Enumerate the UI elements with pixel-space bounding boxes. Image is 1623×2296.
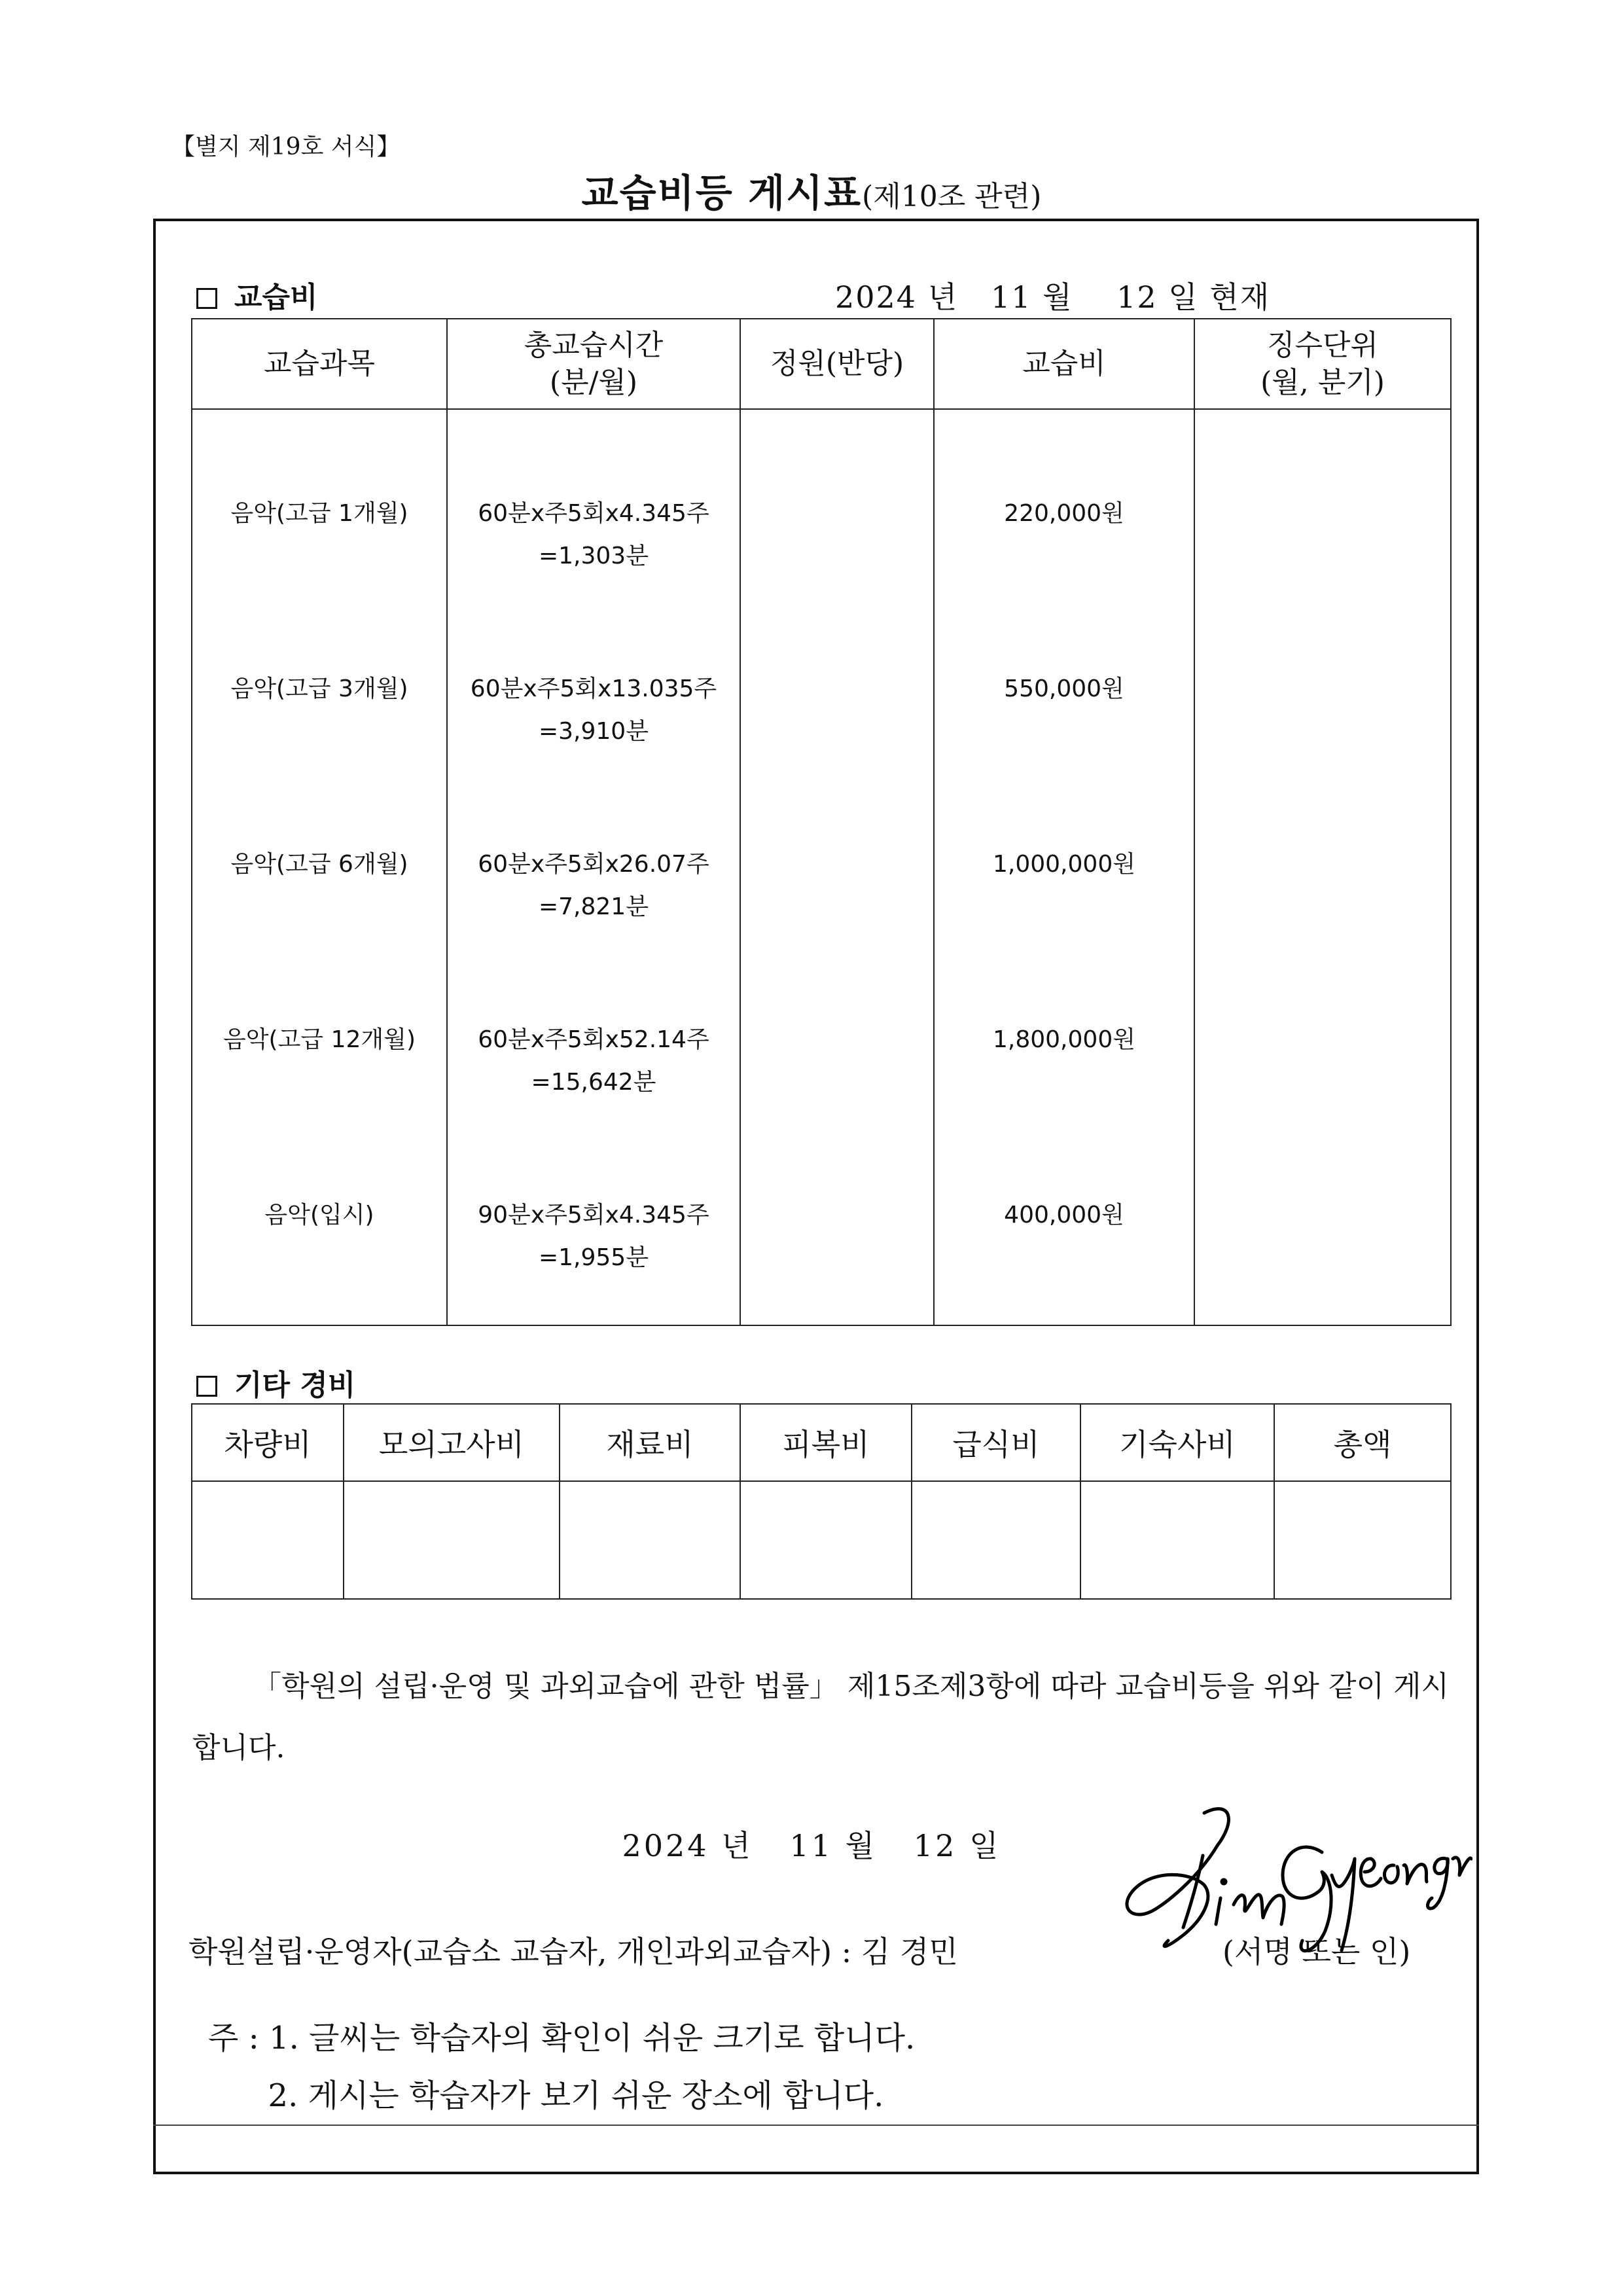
header-unit-line2: (월, 분기) — [1260, 366, 1385, 399]
unit-cell — [1195, 623, 1450, 798]
fee-cell — [935, 798, 1194, 974]
other-expenses-table — [191, 1403, 1452, 1600]
as-of-date: 2024 년 11 월 12 일 현재 — [835, 279, 1271, 315]
bottom-divider — [153, 2125, 1479, 2126]
hours-formula: 60분x주5회x26.07주 — [478, 851, 709, 878]
other-values-row — [192, 1481, 1451, 1599]
hours-cell — [448, 1149, 740, 1325]
header-unit — [1194, 319, 1451, 409]
legal-statement-text: 「학원의 설립·운영 및 과외교습에 관한 법률」 제15조제3항에 따라 교습비등을 위와 같이 게시합니다. — [192, 1670, 1449, 1765]
tuition-section-label: 교습비 — [234, 281, 318, 314]
fee-cell — [935, 1149, 1194, 1325]
subject-cell — [192, 623, 446, 798]
signature-or-seal-label: (서명 또는 인) — [1222, 1934, 1411, 1969]
header-hours-line1: 총교습시간 — [524, 328, 664, 362]
hours-cell — [448, 798, 740, 974]
capacity-column — [740, 409, 934, 1325]
tuition-header-row — [192, 319, 1451, 409]
subject-cell — [192, 974, 446, 1149]
fee-cell — [935, 974, 1194, 1149]
fee-cell — [935, 448, 1194, 623]
subject-text: 음악(고급 6개월) — [230, 851, 408, 878]
vehicle-value — [192, 1481, 344, 1599]
notes-block — [208, 2009, 915, 2125]
subject-column — [192, 409, 447, 1325]
header-mock-exam: 모의고사비 — [344, 1404, 560, 1481]
subject-text: 음악(고급 12개월) — [223, 1026, 416, 1054]
signature-date: 2024 년 11 월 12 일 — [622, 1828, 1001, 1863]
header-materials: 재료비 — [560, 1404, 740, 1481]
fee-text: 1,800,000원 — [993, 1026, 1135, 1054]
hours-cell — [448, 448, 740, 623]
uniform-value — [740, 1481, 912, 1599]
header-capacity: 정원(반당) — [740, 319, 934, 409]
unit-cell — [1195, 1149, 1450, 1325]
fee-text: 400,000원 — [1004, 1202, 1124, 1229]
header-hours — [447, 319, 740, 409]
hours-total: =1,303분 — [538, 543, 649, 569]
materials-value — [560, 1481, 740, 1599]
unit-cell — [1195, 448, 1450, 623]
hours-column — [447, 409, 740, 1325]
hours-total: =3,910분 — [538, 718, 649, 745]
hours-total: =15,642분 — [531, 1069, 656, 1096]
subject-text: 음악(고급 3개월) — [230, 675, 408, 703]
subject-cell — [192, 1149, 446, 1325]
hours-total: =7,821분 — [538, 893, 649, 920]
total-value — [1274, 1481, 1451, 1599]
document-title — [0, 162, 1623, 217]
other-header-row — [192, 1404, 1451, 1481]
hours-formula: 60분x주5회x52.14주 — [478, 1026, 709, 1054]
header-meals: 급식비 — [912, 1404, 1080, 1481]
tuition-section-heading — [196, 274, 318, 315]
hours-formula: 60분x주5회x13.035주 — [470, 675, 717, 703]
fee-text: 220,000원 — [1004, 500, 1124, 528]
header-uniform: 피복비 — [740, 1404, 912, 1481]
capacity-cell — [741, 1149, 933, 1325]
fee-cell — [935, 623, 1194, 798]
dormitory-value — [1080, 1481, 1274, 1599]
header-fee: 교습비 — [934, 319, 1194, 409]
note-line-1: 주 : 1. 글씨는 학습자의 확인이 쉬운 크기로 합니다. — [208, 2020, 916, 2056]
checkbox-square-icon — [196, 288, 217, 309]
subject-text: 음악(고급 1개월) — [230, 500, 408, 528]
legal-statement — [192, 1656, 1449, 1779]
note-line-2: 2. 게시는 학습자가 보기 쉬운 장소에 합니다. — [208, 2077, 884, 2114]
unit-cell — [1195, 798, 1450, 974]
header-total: 총액 — [1274, 1404, 1451, 1481]
fee-column — [934, 409, 1194, 1325]
form-number-tag: 【별지 제19호 서식】 — [171, 134, 401, 160]
subject-cell — [192, 448, 446, 623]
header-subject: 교습과목 — [192, 319, 447, 409]
hours-formula: 60분x주5회x4.345주 — [478, 500, 709, 528]
header-unit-line1: 징수단위 — [1266, 328, 1378, 362]
tuition-table — [191, 318, 1452, 1326]
fee-text: 550,000원 — [1004, 675, 1124, 703]
checkbox-square-icon — [196, 1376, 217, 1397]
capacity-cell — [741, 974, 933, 1149]
unit-cell — [1195, 974, 1450, 1149]
subject-cell — [192, 798, 446, 974]
title-main: 교습비등 게시표 — [581, 171, 863, 215]
other-expenses-heading — [196, 1361, 355, 1403]
other-section-label: 기타 경비 — [234, 1369, 356, 1402]
title-sub: (제10조 관련) — [862, 180, 1042, 213]
hours-cell — [448, 623, 740, 798]
fee-text: 1,000,000원 — [993, 851, 1135, 878]
subject-text: 음악(입시) — [264, 1202, 374, 1229]
hours-cell — [448, 974, 740, 1149]
header-vehicle: 차량비 — [192, 1404, 344, 1481]
capacity-cell — [741, 448, 933, 623]
header-hours-line2: (분/월) — [549, 366, 638, 399]
mock-exam-value — [344, 1481, 560, 1599]
hours-total: =1,955분 — [538, 1244, 649, 1271]
capacity-cell — [741, 623, 933, 798]
header-dormitory: 기숙사비 — [1080, 1404, 1274, 1481]
signer-line: 학원설립·운영자(교습소 교습자, 개인과외교습자) : 김 경민 — [188, 1934, 958, 1969]
unit-column — [1194, 409, 1451, 1325]
tuition-body-row — [192, 409, 1451, 1325]
hours-formula: 90분x주5회x4.345주 — [478, 1202, 709, 1229]
meals-value — [912, 1481, 1080, 1599]
handwritten-signature — [1106, 1793, 1472, 1977]
capacity-cell — [741, 798, 933, 974]
